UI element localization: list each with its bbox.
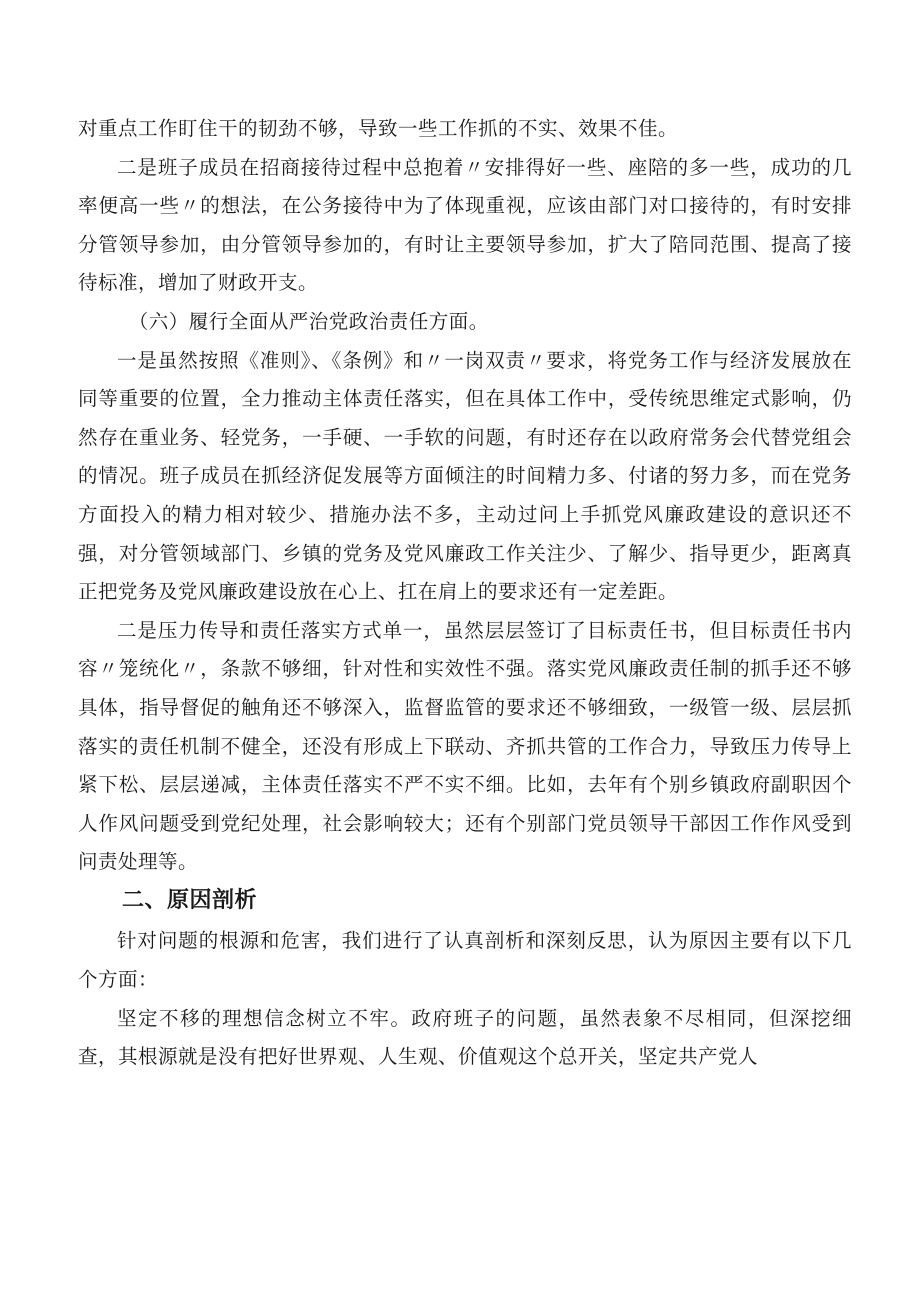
section-heading-cause-analysis: 二、原因剖析 (122, 887, 258, 913)
paragraph-analysis-intro: 针对问题的根源和危害，我们进行了认真剖析和深刻反思，认为原因主要有以下几个方面： (78, 929, 852, 992)
paragraph-party-affairs: 一是虽然按照《准则》、《条例》和〃一岗双责〃要求，将党务工作与经济发展放在同等重要的位置，全力推动主体责任落实，但在具体工作中，受传统思维定式影响，仍然存在重业务、轻党务，一手硬、一手软的问题，有时还存在以政府常务会代替党组会的情况。班子成员在抓经济促发展等方面倾注的时间精力多、付诸的努力多，而在党务方面投入的精力相对较少、措施办法不多，主动过问上手抓党风廉政建设的意识还不强，对分管领域部门、乡镇的党务及党风廉政工作关注少、了解少、指导更少，距离真正把党务及党风廉政建设放在心上、扛在肩上的要求还有一定差距。 (78, 348, 852, 604)
subsection-heading-six: （六）履行全面从严治党政治责任方面。 (128, 309, 489, 333)
paragraph-pressure-transmission: 二是压力传导和责任落实方式单一，虽然层层签订了目标责任书，但目标责任书内容〃笼统化〃，条款不够细，针对性和实效性不强。落实党风廉政责任制的抓手还不够具体，指导督促的触角还不够深入，监督监管的要求还不够细致，一级管一级、层层抓落实的责任机制不健全，还没有形成上下联动、齐抓共管的工作合力，导致压力传导上紧下松、层层递减，主体责任落实不严不实不细。比如，去年有个别乡镇政府副职因个人作风问题受到党纪处理，社会影响较大；还有个别部门党员领导干部因工作作风受到问责处理等。 (78, 618, 852, 874)
paragraph-ideals-beliefs: 坚定不移的理想信念树立不牢。政府班子的问题，虽然表象不尽相同，但深挖细查，其根源就是没有把好世界观、人生观、价值观这个总开关，坚定共产党人 (78, 1006, 852, 1069)
paragraph-continuation: 对重点工作盯住干的韧劲不够，导致一些工作抓的不实、效果不佳。 (78, 117, 679, 140)
document-page (78, 110, 852, 1077)
paragraph-reception-standards: 二是班子成员在招商接待过程中总抱着〃安排得好一些、座陪的多一些，成功的几率便高一些〃的想法，在公务接待中为了体现重视，应该由部门对口接待的，有时安排分管领导参加，由分管领导参加的，有时让主要领导参加，扩大了陪同范围、提高了接待标准，增加了财政开支。 (78, 155, 852, 295)
